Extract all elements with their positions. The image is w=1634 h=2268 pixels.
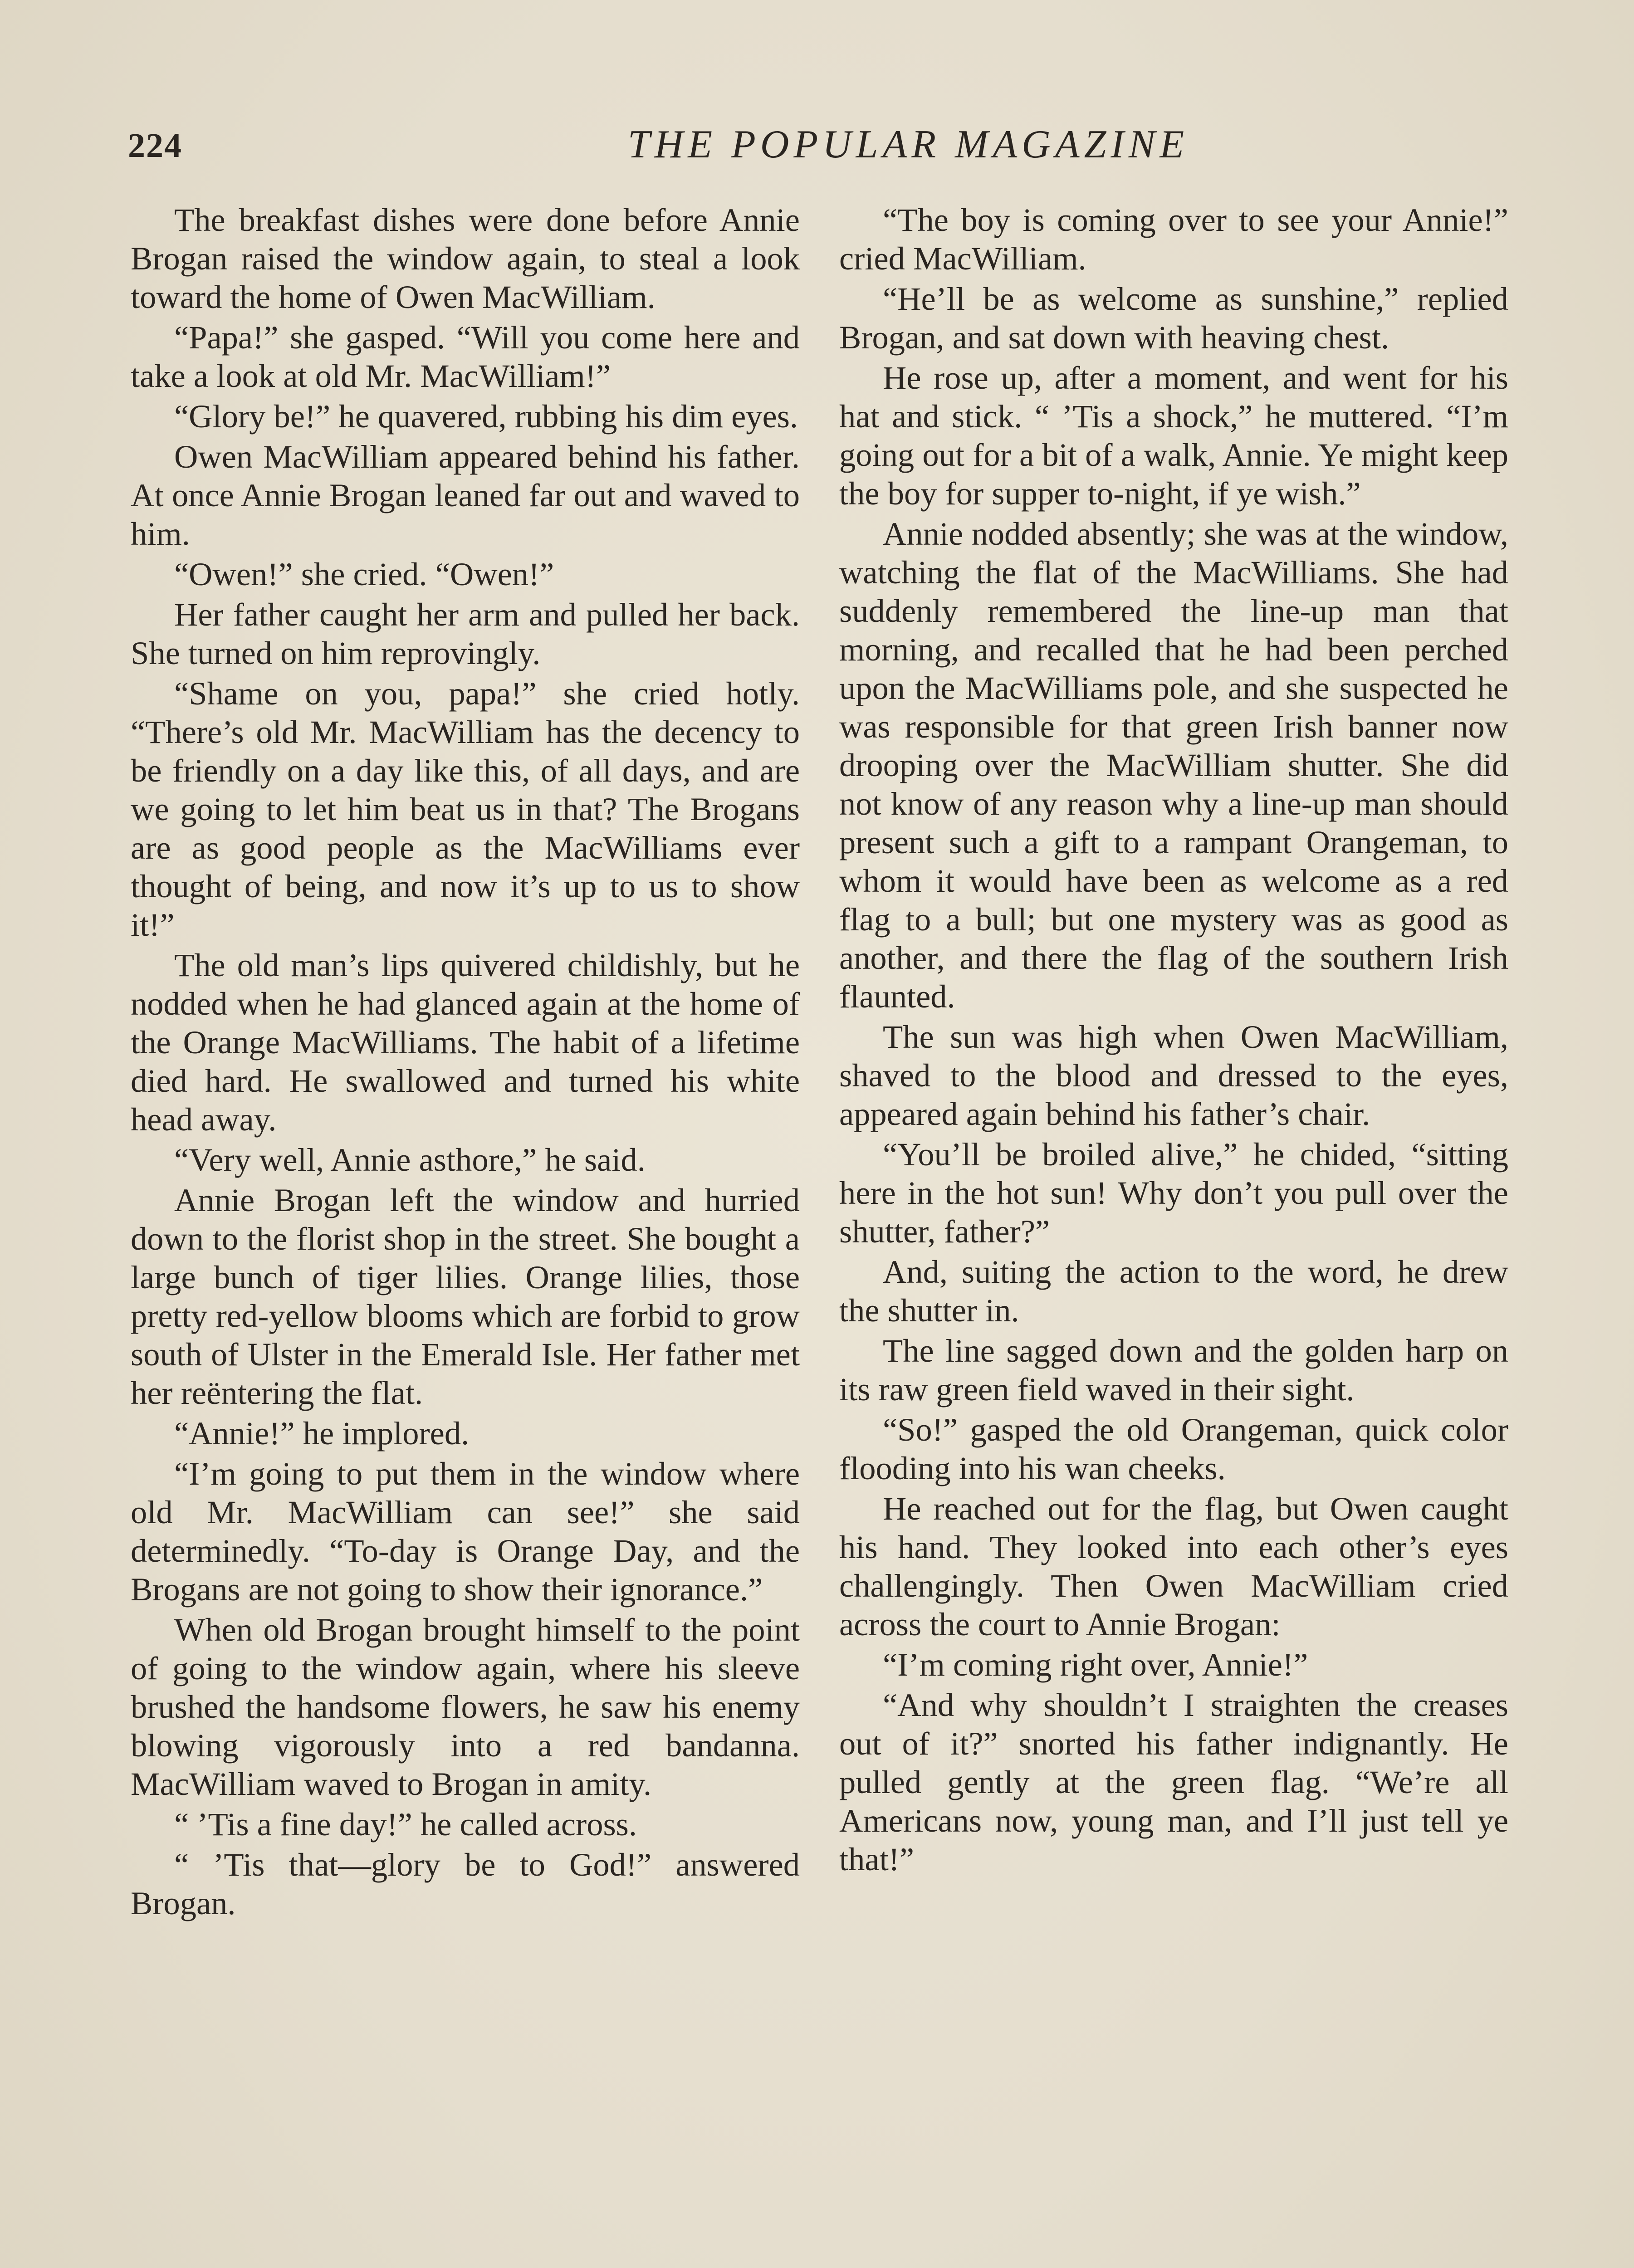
paragraph: “Annie!” he implored. (174, 1415, 470, 1452)
paragraph: The breakfast dishes were done before Annie Brogan raised the window again, to steal a look toward the home of Owen MacWilliam. (131, 201, 800, 315)
paragraph: “I’m coming right over, Annie!” (883, 1646, 1308, 1683)
paragraph: “I’m going to put them in the window where old Mr. MacWilliam can see!” she said determinedly. “To-day is Orange Day, and the Brogans are not going to show their ignorance.” (131, 1455, 800, 1608)
paragraph: Annie nodded absently; she was at the window, watching the flat of the MacWilliams. She had suddenly remembered the line-up man that morning, and recalled that he had been perched upon the MacWilliams pole, and she suspected he was responsible for that green Irish banner now drooping over the MacWilliam shutter. She did not know of any reason why a line-up man should present such a gift to a rampant Orangeman, to whom it would have been as welcome as a red flag to a bull; but one mystery was as good as another, and there the flag of the southern Irish flaunted. (839, 515, 1508, 1015)
paragraph: The sun was high when Owen MacWilliam, shaved to the blood and dressed to the eyes, appeared again behind his father’s chair. (839, 1018, 1508, 1132)
page-header (128, 122, 1507, 171)
paragraph: “Papa!” she gasped. “Will you come here and take a look at old Mr. MacWilliam!” (131, 319, 800, 394)
paragraph: “Shame on you, papa!” she cried hotly. “There’s old Mr. MacWilliam has the decency to be friendly on a day like this, of all days, and are we going to let him beat us in that? The Brogans are as good people as the MacWilliams ever thought of being, and now it’s up to us to show it!” (131, 675, 800, 943)
running-title: THE POPULAR MAGAZINE (627, 122, 1189, 166)
paragraph: “Owen!” she cried. “Owen!” (174, 556, 554, 592)
paragraph: Her father caught her arm and pulled her back. She turned on him reprovingly. (131, 596, 800, 671)
right-column (839, 200, 1508, 1880)
paragraph: “Very well, Annie asthore,” he said. (174, 1141, 646, 1178)
paragraph: Annie Brogan left the window and hurried down to the florist shop in the street. She bought a large bunch of tiger lilies. Orange lilies, those pretty red-yellow blooms which are forbid to grow south of Ulster in the Emerald Isle. Her father met her reëntering the flat. (131, 1182, 800, 1411)
paragraph: “The boy is coming over to see your Annie!” cried MacWilliam. (839, 201, 1508, 277)
paragraph: “He’ll be as welcome as sunshine,” replied Brogan, and sat down with heaving chest. (839, 280, 1508, 356)
paragraph: “And why shouldn’t I straighten the creases out of it?” snorted his father indignantly. He pulled gently at the green flag. “We’re all Americans now, young man, and I’ll just tell ye that!” (839, 1686, 1508, 1877)
paragraph: “ ’Tis that—glory be to God!” answered Brogan. (131, 1846, 800, 1921)
paragraph: The old man’s lips quivered childishly, but he nodded when he had glanced again at the home of the Orange MacWilliams. The habit of a lifetime died hard. He swallowed and turned his white head away. (131, 947, 800, 1138)
paragraph: “ ’Tis a fine day!” he called across. (174, 1806, 637, 1843)
paragraph: When old Brogan brought himself to the point of going to the window again, where his sleeve brushed the handsome flowers, he saw his enemy blowing vigorously into a red bandanna. MacWilliam waved to Brogan in amity. (131, 1611, 800, 1802)
paragraph: He reached out for the flag, but Owen caught his hand. They looked into each other’s eyes challengingly. Then Owen MacWilliam cried across the court to Annie Brogan: (839, 1490, 1508, 1642)
paragraph: “Glory be!” he quavered, rubbing his dim eyes. (174, 398, 798, 435)
paragraph: And, suiting the action to the word, he drew the shutter in. (839, 1253, 1508, 1329)
paragraph: “You’ll be broiled alive,” he chided, “sitting here in the hot sun! Why don’t you pull over the shutter, father?” (839, 1136, 1508, 1250)
paragraph: He rose up, after a moment, and went for his hat and stick. “ ’Tis a shock,” he muttered. “I’m going out for a bit of a walk, Annie. Ye might keep the boy for supper to-night, if ye wish.” (839, 359, 1508, 512)
left-column (131, 200, 800, 1924)
paragraph: The line sagged down and the golden harp on its raw green field waved in their sight. (839, 1332, 1508, 1408)
page-number: 224 (128, 127, 182, 165)
paragraph: Owen MacWilliam appeared behind his father. At once Annie Brogan leaned far out and waved to him. (131, 438, 800, 552)
paragraph: “So!” gasped the old Orangeman, quick color flooding into his wan cheeks. (839, 1411, 1508, 1486)
